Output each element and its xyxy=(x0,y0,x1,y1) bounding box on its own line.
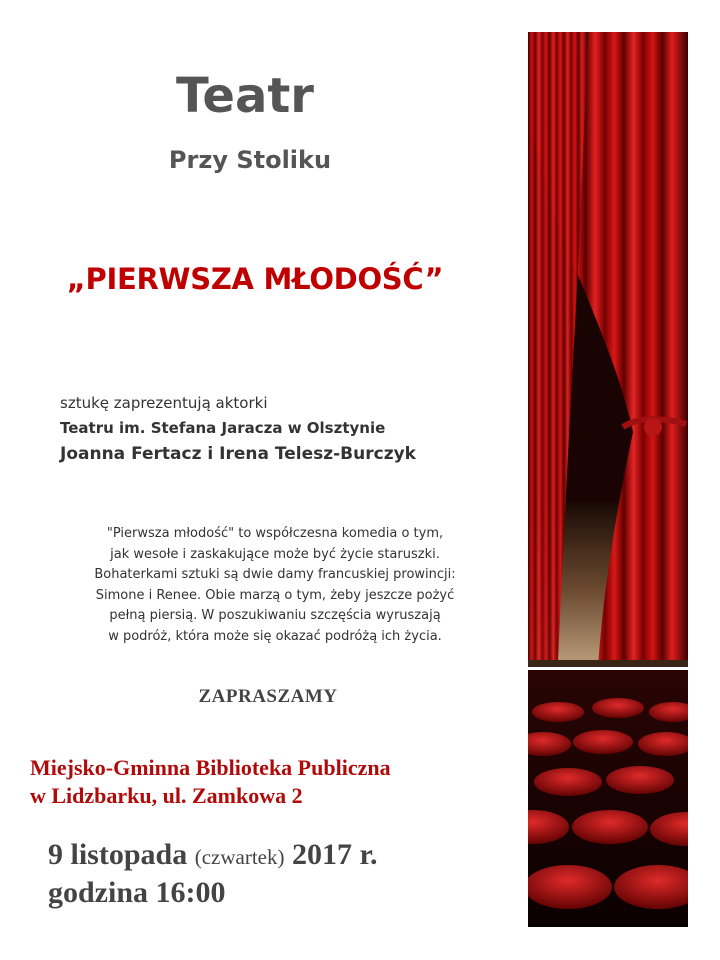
invitation: ZAPRASZAMY xyxy=(198,686,338,707)
venue-address: w Lidzbarku, ul. Zamkowa 2 xyxy=(30,783,303,808)
description-line: jak wesołe i zaskakujące może być życie staruszki. xyxy=(110,546,440,562)
cast-actors: Joanna Fertacz i Irena Telesz-Burczyk xyxy=(60,444,416,464)
play-description xyxy=(30,524,520,647)
curtain-and-seats-picture xyxy=(528,32,688,927)
event-date xyxy=(48,838,378,872)
description-line: "Pierwsza młodość" to współczesna komedia o tym, xyxy=(106,526,444,541)
venue-name: Miejsko-Gminna Biblioteka Publiczna xyxy=(30,755,391,780)
event-weekday: (czwartek) xyxy=(194,845,285,869)
event-time: godzina 16:00 xyxy=(48,876,226,909)
play-title: „PIERWSZA MŁODOŚĆ” xyxy=(66,262,444,296)
event-day: 9 listopada xyxy=(48,838,188,871)
theatre-subtitle: Przy Stoliku xyxy=(168,146,332,174)
cast-theatre: Teatru im. Stefana Jaracza w Olsztynie xyxy=(60,419,386,437)
description-line: w podróż, która może się okazać podróżą ich życia. xyxy=(108,628,442,644)
description-line: Simone i Renee. Obie marzą o tym, żeby jeszcze pożyć xyxy=(95,587,455,603)
description-line: pełną piersią. W poszukiwaniu szczęścia wyruszają xyxy=(109,608,441,623)
cast-intro: sztukę zaprezentują aktorki xyxy=(60,394,268,412)
description-line: Bohaterkami sztuki są dwie damy francuskiej prowincji: xyxy=(94,567,456,582)
event-year: 2017 r. xyxy=(291,838,378,871)
theatre-name: Teatr xyxy=(176,68,314,124)
